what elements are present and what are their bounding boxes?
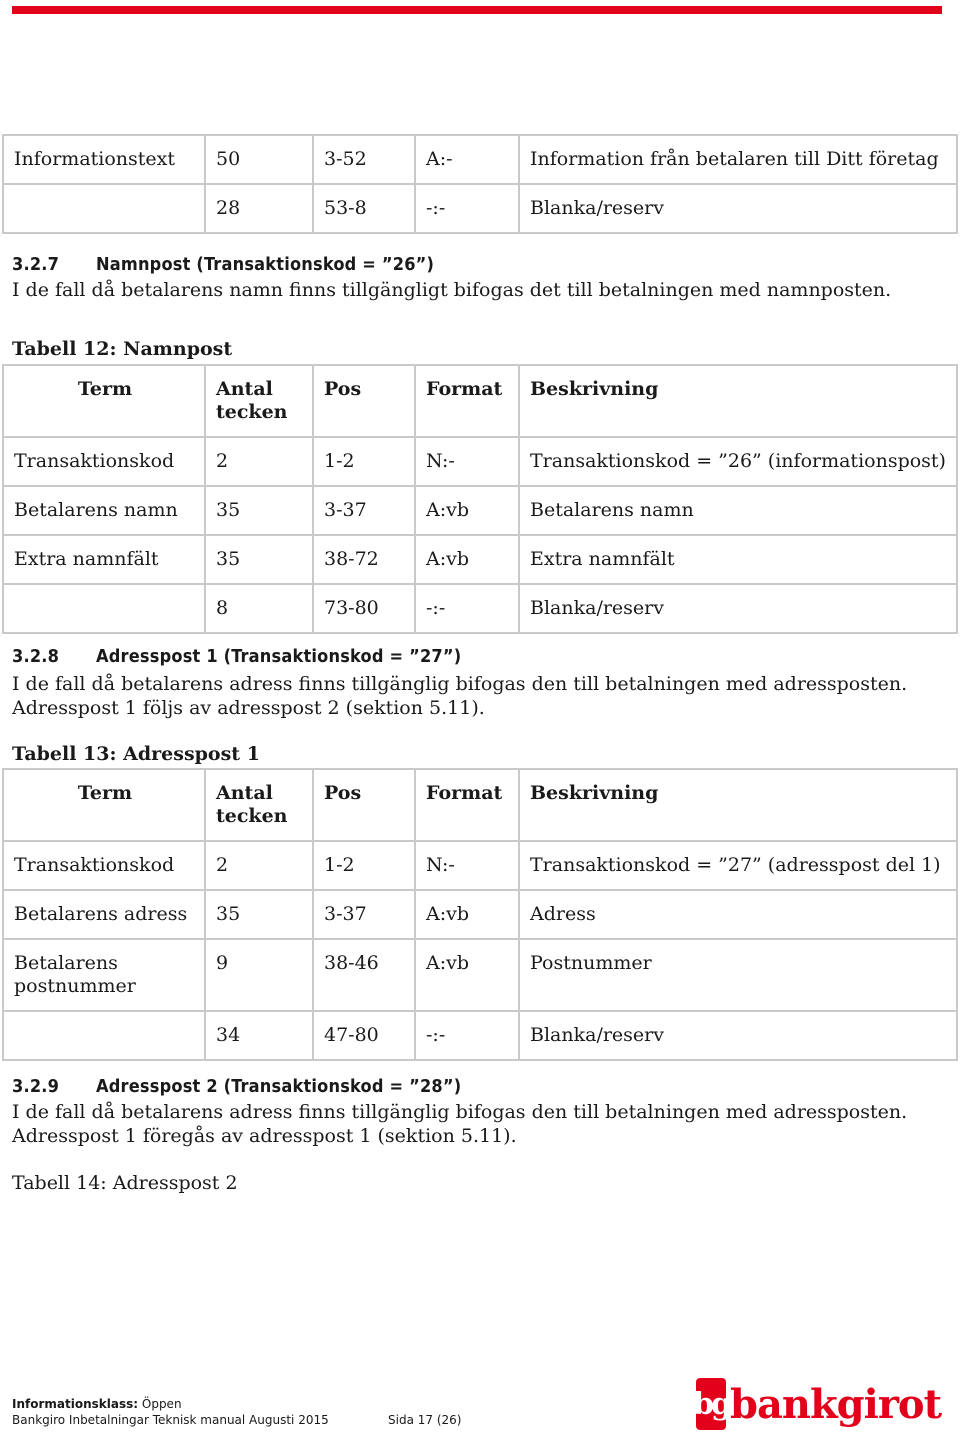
table-cell: Transaktionskod = ”27” (adresspost del 1): [519, 841, 957, 890]
table-row: [3, 535, 957, 584]
section-heading-328: [12, 646, 461, 667]
table-cell: 47-80: [313, 1011, 415, 1060]
table-header-row: [3, 769, 957, 841]
manual-title: Bankgiro Inbetalningar Teknisk manual Augusti 2015: [12, 1413, 329, 1427]
table-cell: [3, 584, 205, 633]
table-cell: A:vb: [415, 890, 519, 939]
table-continuation: [2, 134, 958, 234]
body-line: I de fall då betalarens adress finns tillgänglig bifogas den till betalningen med adressposten.: [12, 1101, 908, 1123]
table-cell: Transaktionskod = ”26” (informationspost): [519, 437, 957, 486]
section-title: Adresspost 2 (Transaktionskod = ”28”): [96, 1076, 462, 1097]
table-cell: -:-: [415, 184, 519, 233]
section-body-328: [12, 672, 907, 720]
column-header: Pos: [313, 365, 415, 437]
table-cell: Information från betalaren till Ditt företag: [519, 135, 957, 184]
section-number: 3.2.8: [12, 646, 60, 667]
table-cell: Informationstext: [3, 135, 205, 184]
table13-caption: Tabell 13: Adresspost 1: [12, 743, 260, 765]
column-header: Beskrivning: [519, 769, 957, 841]
page-footer: [12, 1396, 461, 1428]
table-cell: Betalarens postnummer: [3, 939, 205, 1011]
section-title: Adresspost 1 (Transaktionskod = ”27”): [96, 646, 462, 667]
table-cell: 35: [205, 535, 313, 584]
table-cell: 8: [205, 584, 313, 633]
column-header: Term: [3, 365, 205, 437]
brand-top-bar: [12, 6, 942, 14]
bankgirot-wordmark: bankgirot: [730, 1380, 942, 1428]
table-row: [3, 1011, 957, 1060]
table-row: [3, 184, 957, 233]
table-cell: Blanka/reserv: [519, 584, 957, 633]
table-cell: 73-80: [313, 584, 415, 633]
table-row: [3, 437, 957, 486]
table-cell: A:vb: [415, 486, 519, 535]
table-row: [3, 486, 957, 535]
column-header: Beskrivning: [519, 365, 957, 437]
table-cell: Blanka/reserv: [519, 184, 957, 233]
table-cell: -:-: [415, 1011, 519, 1060]
table-cell: N:-: [415, 437, 519, 486]
table-row: [3, 939, 957, 1011]
table-header-row: [3, 365, 957, 437]
table-row: [3, 890, 957, 939]
column-header: Format: [415, 769, 519, 841]
column-header: Pos: [313, 769, 415, 841]
table-cell: 1-2: [313, 841, 415, 890]
info-class-label: Informationsklass:: [12, 1397, 139, 1411]
table-cell: 38-46: [313, 939, 415, 1011]
section-heading-327: [12, 254, 434, 275]
table-cell: Extra namnfält: [3, 535, 205, 584]
table-cell: Betalarens namn: [519, 486, 957, 535]
table-cell: Betalarens namn: [3, 486, 205, 535]
table-row: [3, 841, 957, 890]
page-number: Sida 17 (26): [388, 1413, 462, 1427]
table-cell: Extra namnfält: [519, 535, 957, 584]
bankgirot-logo-mark-icon: bg: [696, 1378, 726, 1430]
body-line: Adresspost 1 föregås av adresspost 1 (sektion 5.11).: [12, 1125, 517, 1147]
table14-caption: Tabell 14: Adresspost 2: [12, 1172, 238, 1194]
bankgirot-logo: [693, 1378, 942, 1430]
section-body-327: I de fall då betalarens namn finns tillgängligt bifogas det till betalningen med namnposten.: [12, 279, 892, 301]
table-cell: Blanka/reserv: [519, 1011, 957, 1060]
table-cell: 3-52: [313, 135, 415, 184]
table-cell: Postnummer: [519, 939, 957, 1011]
table-cell: Betalarens adress: [3, 890, 205, 939]
column-header: Format: [415, 365, 519, 437]
body-line: I de fall då betalarens adress finns tillgänglig bifogas den till betalningen med adressposten.: [12, 673, 908, 695]
table-row: [3, 584, 957, 633]
section-body-329: [12, 1100, 907, 1148]
table-cell: 35: [205, 890, 313, 939]
info-class-value: Öppen: [141, 1397, 182, 1411]
section-title: Namnpost (Transaktionskod = ”26”): [96, 254, 435, 275]
section-number: 3.2.7: [12, 254, 60, 275]
table-cell: A:vb: [415, 535, 519, 584]
table-cell: 34: [205, 1011, 313, 1060]
table-cell: Transaktionskod: [3, 841, 205, 890]
table-cell: A:-: [415, 135, 519, 184]
column-header: Antal tecken: [205, 769, 313, 841]
table-adresspost-1: [2, 768, 958, 1061]
table12-caption: Tabell 12: Namnpost: [12, 338, 233, 360]
table-cell: 1-2: [313, 437, 415, 486]
table-namnpost: [2, 364, 958, 634]
section-heading-329: [12, 1076, 461, 1097]
table-cell: 50: [205, 135, 313, 184]
table-cell: Adress: [519, 890, 957, 939]
column-header: Antal tecken: [205, 365, 313, 437]
table-cell: [3, 184, 205, 233]
table-cell: 2: [205, 437, 313, 486]
column-header: Term: [3, 769, 205, 841]
table-cell: 53-8: [313, 184, 415, 233]
info-class: [12, 1396, 461, 1412]
body-line: Adresspost 1 följs av adresspost 2 (sektion 5.11).: [12, 697, 485, 719]
table-cell: A:vb: [415, 939, 519, 1011]
table-cell: 3-37: [313, 486, 415, 535]
table-cell: [3, 1011, 205, 1060]
table-cell: Transaktionskod: [3, 437, 205, 486]
table-row: [3, 135, 957, 184]
table-cell: 35: [205, 486, 313, 535]
table-cell: 38-72: [313, 535, 415, 584]
table-cell: N:-: [415, 841, 519, 890]
table-cell: 9: [205, 939, 313, 1011]
table-cell: 3-37: [313, 890, 415, 939]
section-number: 3.2.9: [12, 1076, 60, 1097]
table-cell: 28: [205, 184, 313, 233]
table-cell: 2: [205, 841, 313, 890]
table-cell: -:-: [415, 584, 519, 633]
